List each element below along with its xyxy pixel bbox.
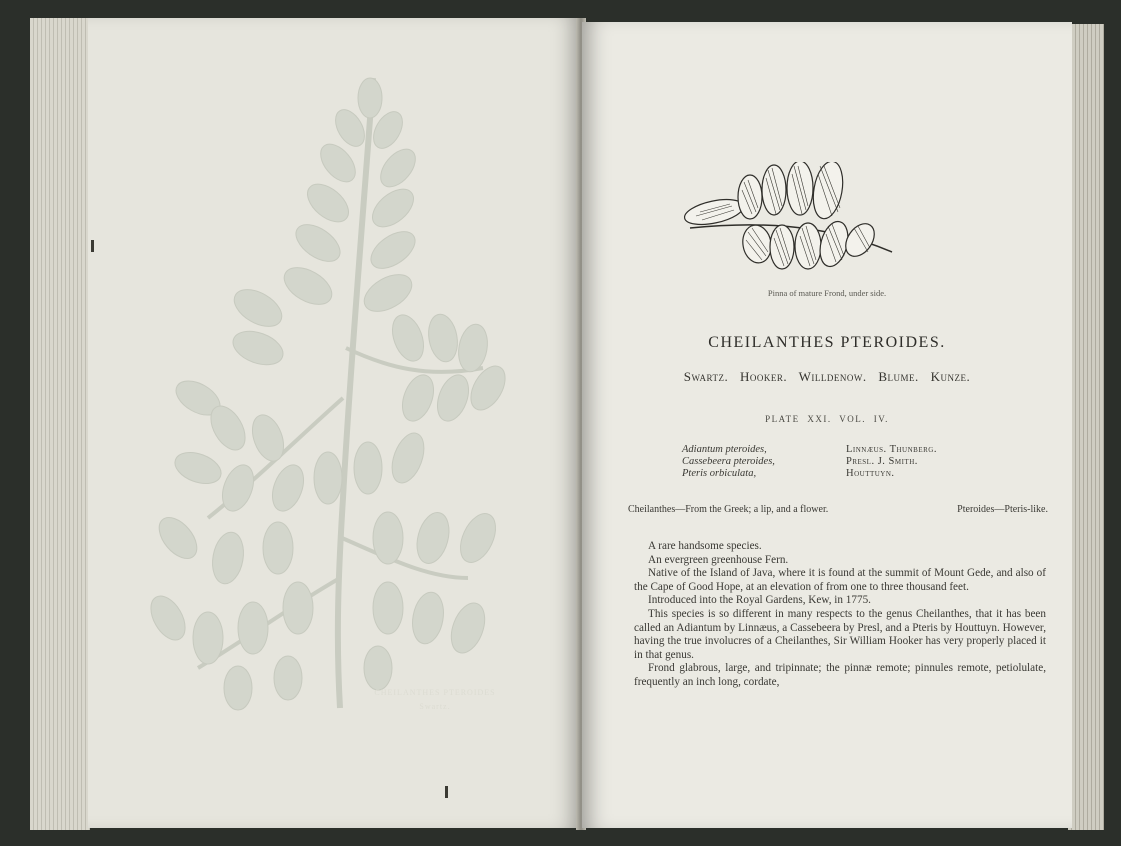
synonym-authority: Presl. J. Smith.: [846, 456, 918, 467]
etymology-species: Pteroides—Pteris-like.: [957, 504, 1048, 515]
paragraph: This species is so different in many respects to the genus Cheilanthes, that it has been called an Adiantum by Linnæus, a Cassebeera by Presl, and a Pteris by Houttuyn. However, having the true involucres of a Cheilanthes, Sir William Hooker has very properly placed it in that genus.: [634, 607, 1046, 661]
author-name: Willdenow.: [798, 369, 867, 384]
left-page-stack: [30, 18, 90, 830]
species-title: CHEILANTHES PTEROIDES.: [708, 334, 946, 351]
synonym-name: Adiantum pteroides,: [682, 444, 767, 455]
left-page-plate: [88, 18, 580, 828]
figure-caption: Pinna of mature Frond, under side.: [767, 288, 887, 298]
paragraph: A rare handsome species.: [648, 540, 762, 552]
authorities-line: [582, 369, 1072, 385]
ink-mark: [445, 786, 448, 798]
ink-mark: [91, 240, 94, 252]
right-page-text: [582, 22, 1072, 828]
description-body: [634, 540, 1046, 690]
plate-volume-line: PLATE XXI. VOL. IV.: [765, 414, 889, 424]
plate-caption: [350, 686, 520, 714]
author-name: Kunze.: [930, 369, 971, 384]
paragraph: Introduced into the Royal Gardens, Kew, in 1775.: [648, 594, 871, 607]
plate-caption-line-1: CHEILANTHES PTEROIDES: [374, 688, 496, 697]
synonym-name: Cassebeera pteroides,: [682, 456, 775, 467]
paragraph: An evergreen greenhouse Fern.: [648, 553, 789, 566]
author-name: Hooker.: [739, 369, 788, 384]
right-page-stack: [1068, 24, 1104, 830]
author-name: Blume.: [878, 369, 919, 384]
paragraph: Frond glabrous, large, and tripinnate; the pinnæ remote; pinnules remote, petiolulate, frequently an inch long, cordate,: [634, 662, 1046, 688]
synonym-names: [682, 444, 775, 480]
plate-caption-line-2: Swartz.: [419, 702, 451, 711]
paragraph: Native of the Island of Java, where it is found at the summit of Mount Gede, and also of the Cape of Good Hope, at an elevation of from one to three thousand feet.: [634, 567, 1046, 593]
synonym-authority: Linnæus. Thunberg.: [846, 444, 937, 455]
synonym-authorities: [846, 444, 937, 480]
etymology-genus: Cheilanthes—From the Greek; a lip, and a flower.: [628, 504, 829, 515]
pinna-illustration: [682, 162, 902, 272]
author-name: Swartz.: [683, 369, 729, 384]
synonym-name: Pteris orbiculata,: [682, 468, 757, 479]
synonym-authority: Houttuyn.: [846, 468, 895, 479]
etymology-line: [628, 504, 1048, 515]
